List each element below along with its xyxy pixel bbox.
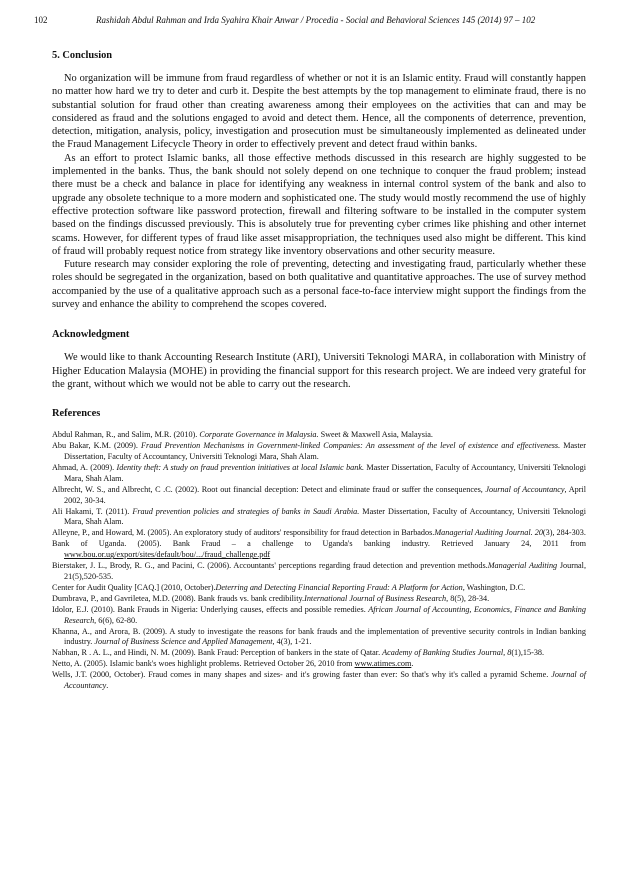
reference-text: (3), 284-303.: [542, 528, 586, 538]
reference-item: [52, 507, 586, 529]
reference-text: Master Dissertation, Faculty of Accountancy, Universiti Teknologi Mara, Shah Alam.: [64, 506, 586, 527]
reference-text: Ali Hakami, T. (2011).: [52, 506, 133, 516]
conclusion-paragraph: As an effort to protect Islamic banks, all those effective methods discussed in this research are highly suggested to be implemented in the banks. Thus, the bank should not solely depend on one technique to conquer the fraud problem; instead there must be a check and balance in place for identifying any weakness in internal control system of the bank and also to upgrade any obsolete technique to a more modern and sophisticated one. The study would mostly recommend the use of highly effective protection software like password protection, firewall and filtering software to be installed in the computer system based on the findings discussed previously. This is absolutely true for preventing cyber crimes like phishing and other internet scams. However, for different types of fraud like asset misappropriation, the techniques used also might be different. This kind of fraud will probably request notice from strategy like inventory observations and other security measure.: [52, 152, 586, 257]
reference-text: Alleyne, P., and Howard, M. (2005). An exploratory study of auditors' responsibility for fraud detection in Barbados.: [52, 528, 435, 538]
reference-item: [52, 528, 586, 539]
reference-item: [52, 594, 586, 605]
reference-text: , 6(6), 62-80.: [94, 615, 138, 625]
reference-text: (1),15-38.: [511, 648, 545, 658]
reference-text: Master Dissertation, Faculty of Accountancy, Universiti Teknologi Mara, Shah Alam.: [64, 462, 586, 483]
running-head: Rashidah Abdul Rahman and Irda Syahira Khair Anwar / Procedia - Social and Behavioral Sciences 145 (2014) 97 – 102: [96, 15, 536, 25]
reference-text: Bierstaker, J. L., Brody, R. G., and Pacini, C. (2006). Accountants' perceptions regarding fraud detection and prevention methods.: [52, 561, 488, 571]
reference-text: Master Dissertation, Faculty of Accountancy, Universiti Teknologi Mara, Shah Alam.: [64, 441, 586, 462]
reference-text: Bank of Uganda. (2005). Bank Fraud – a challenge to Uganda's banking industry. Retrieved January 24, 2011 from: [52, 539, 586, 549]
reference-text: Abu Bakar, K.M. (2009).: [52, 441, 142, 451]
reference-text: , Washington, D.C.: [462, 582, 526, 592]
reference-item: [52, 441, 586, 463]
reference-source: International Journal of Business Research: [304, 593, 447, 603]
conclusion-paragraph: No organization will be immune from fraud regardless of whether or not it is an Islamic entity. Fraud will constantly happen no matter how hard we try to deter and curb it. Despite the best attempts by the top management to eliminate fraud, there is no substantial solution for fraud other than creating awareness among their employees on the activities that can and may be considered as fraud and the solutions engaged to avoid and detect them. Hence, all the components of deterrence, prevention, detection, mitigation, analysis, policy, investigation and prosecution must be simultaneously implemented as delineated under the Fraud Management Lifecycle Theory in order to effectively prevent and detect fraud within banks.: [52, 73, 586, 151]
reference-text: , 8(5), 28-34.: [446, 593, 490, 603]
reference-item: [52, 561, 586, 583]
reference-item: [52, 583, 586, 594]
reference-text: Netto, A. (2005). Islamic bank's woes highlight problems. Retrieved October 26, 2010 from: [52, 659, 355, 669]
reference-item: [52, 670, 586, 692]
reference-item: [52, 539, 586, 561]
conclusion-paragraph: Future research may consider exploring the role of preventing, detecting and investigating fraud, particularly whether these roles should be segregated in the organization, based on both qualitative and quantitative approaches. The use of survey method accompanied by the use of a qualitative approach such as a personal face-to-face interview might support the findings from the survey and enhance the ability to comprehend the scopes covered.: [52, 259, 586, 311]
reference-text: .: [411, 659, 414, 669]
reference-text: Dumbrava, P., and Gavriletea, M.D. (2008). Bank frauds vs. bank credibility.: [52, 593, 305, 603]
reference-text: Journal, 21(5),520-535.: [64, 561, 587, 582]
reference-item: [52, 627, 586, 649]
running-header: [34, 14, 586, 26]
reference-source: Fraud prevention policies and strategies of banks in Saudi Arabia.: [132, 506, 360, 516]
reference-text: Wells, J.T. (2000, October). Fraud comes in many shapes and sizes- and it's growing faster than ever: So that's why it's called a pyramid Scheme.: [52, 670, 552, 680]
conclusion-section: [52, 72, 586, 311]
acknowledgment-heading: Acknowledgment: [52, 329, 130, 341]
reference-link[interactable]: www.bou.or.ug/export/sites/default/bou/.../fraud_challenge.pdf: [64, 550, 271, 560]
reference-source: Corporate Governance in Malaysia.: [199, 430, 319, 440]
acknowledgment-text: We would like to thank Accounting Research Institute (ARI), Universiti Teknologi MARA, in collaboration with Ministry of Higher Education Malaysia (MOHE) in providing the financial support for this research project. We are indeed very grateful for the grant, without which we would not be able to carry out the research.: [52, 352, 586, 390]
reference-source: Fraud Prevention Mechanisms in Government-linked Companies: An assessment of the level of existence and effectiveness.: [141, 441, 561, 451]
reference-item: [52, 659, 586, 670]
reference-source: Deterring and Detecting Financial Reporting Fraud: A Platform for Action: [215, 582, 463, 592]
reference-text: Nabhan, R . A. L., and Hindi, N. M. (2009). Bank Fraud: Perception of bankers in the state of Qatar.: [52, 648, 383, 658]
reference-source: Journal of Business Science and Applied Management: [94, 637, 273, 647]
reference-link[interactable]: www.atimes.com: [354, 659, 412, 669]
reference-text: Khanna, A., and Arora, B. (2009). A study to investigate the reasons for bank frauds and the implementation of preventive security controls in Indian banking industry.: [52, 626, 586, 647]
reference-item: [52, 485, 586, 507]
reference-item: [52, 648, 586, 659]
reference-source: Journal of Accountancy: [64, 670, 587, 691]
reference-text: , 4(3), 1-21.: [272, 637, 312, 647]
page-number: 102: [34, 15, 48, 25]
reference-item: [52, 463, 586, 485]
reference-source: Managerial Auditing: [487, 561, 558, 571]
reference-text: .: [106, 681, 109, 691]
references-list: [52, 430, 586, 692]
reference-text: Albrecht, W. S., and Albrecht, C .C. (2002). Root out financial deception: Detect and eliminate fraud or suffer the consequences,: [52, 484, 486, 494]
reference-source: Identity theft: A study on fraud prevention initiatives at local Islamic bank.: [116, 462, 365, 472]
reference-text: Ahmad, A. (2009).: [52, 462, 117, 472]
reference-text: , April 2002, 30-34.: [64, 484, 586, 505]
reference-source: Managerial Auditing Journal. 20: [434, 528, 543, 538]
reference-text: Sweet & Maxwell Asia, Malaysia.: [318, 430, 433, 440]
reference-source: Academy of Banking Studies Journal, 8: [382, 648, 512, 658]
reference-text: Idolor, E.J. (2010). Bank Frauds in Nigeria: Underlying causes, effects and possible remedies.: [52, 604, 369, 614]
conclusion-heading: 5. Conclusion: [52, 50, 113, 61]
references-heading: References: [52, 408, 101, 420]
reference-item: [52, 430, 586, 441]
reference-text: Abdul Rahman, R., and Salim, M.R. (2010).: [52, 430, 200, 440]
reference-item: [52, 605, 586, 627]
reference-text: Center for Audit Quality [CAQ.] (2010, October).: [52, 582, 216, 592]
reference-source: African Journal of Accounting, Economics, Finance and Banking Research: [64, 604, 586, 625]
reference-source: Journal of Accountancy: [485, 484, 565, 494]
